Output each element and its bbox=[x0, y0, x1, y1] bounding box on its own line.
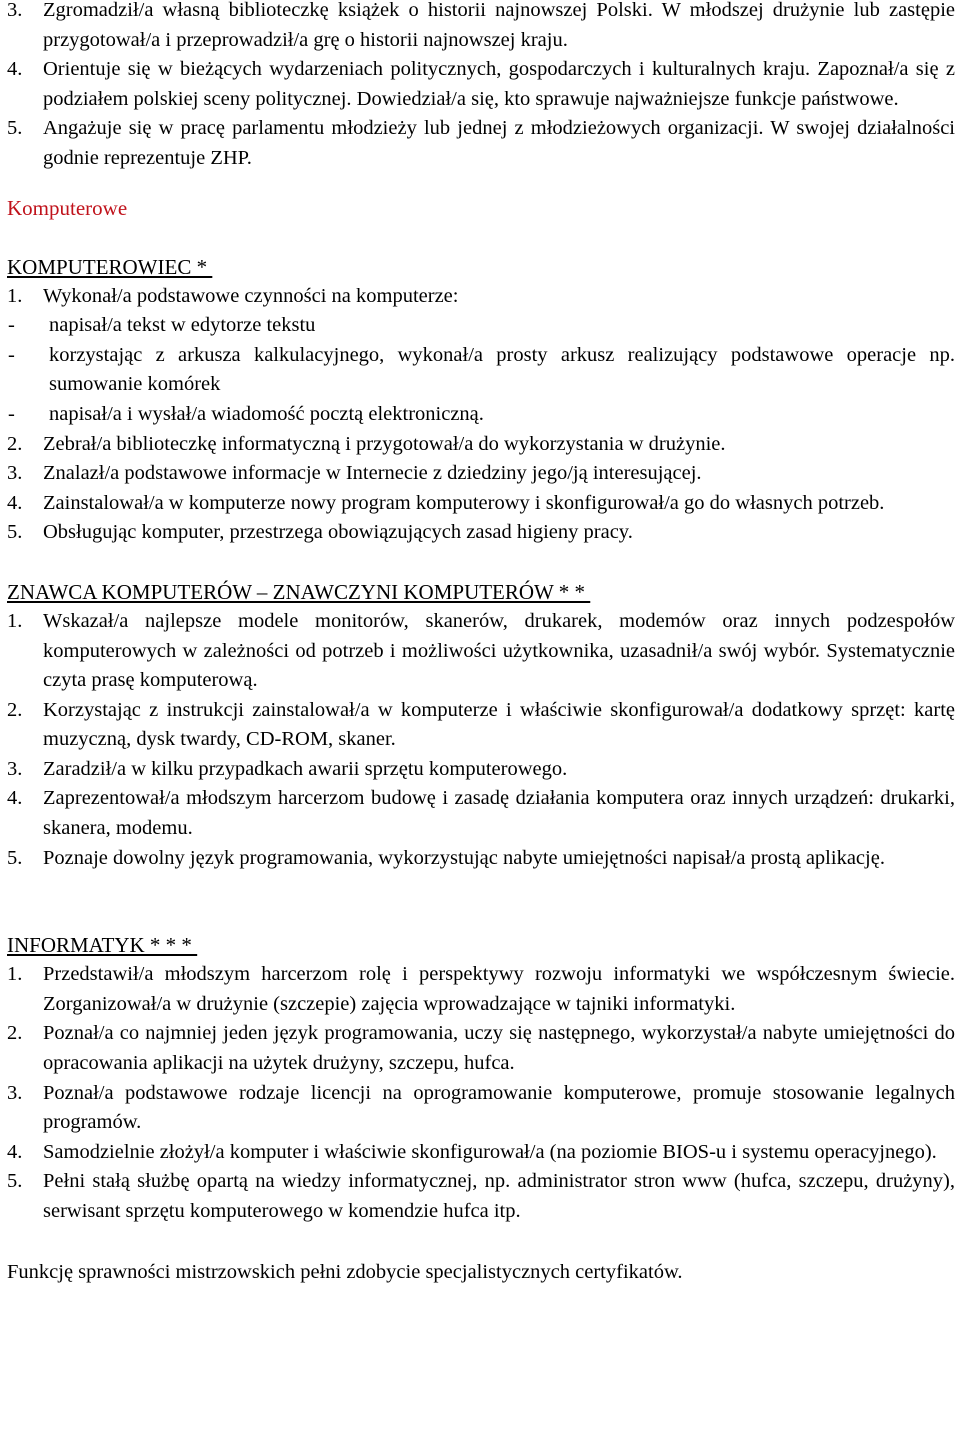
komputerowiec-list bbox=[7, 282, 955, 548]
item-text: Poznał/a co najmniej jeden język programowania, uczy się następnego, wykorzystał/a nabyte umiejętności do opracowania aplikacji na użytek drużyny, szczepu, hufca. bbox=[43, 1022, 955, 1075]
item-text: Wskazał/a najlepsze modele monitorów, skanerów, drukarek, modemów oraz innych podzespołów komputerowych w zależności od potrzeb i możliwości użytkownika, uzasadnił/a swój wybór. Systematycznie czyta prasę komputerową. bbox=[43, 609, 955, 692]
item-text: Korzystając z instrukcji zainstalował/a w komputerze i właściwie skonfigurował/a dodatkowy sprzęt: kartę muzyczną, dysk twardy, CD-ROM, skaner. bbox=[43, 698, 955, 751]
item-text: napisał/a i wysłał/a wiadomość pocztą elektroniczną. bbox=[49, 402, 484, 425]
list-item bbox=[7, 518, 955, 548]
item-number: 4. bbox=[7, 787, 23, 810]
item-text: Poznaje dowolny język programowania, wykorzystując nabyte umiejętności napisał/a prostą aplikację. bbox=[43, 846, 885, 869]
item-text: Zgromadził/a własną biblioteczkę książek o historii najnowszej Polski. W młodszej drużynie lub zastępie przygotował/a i przeprowadził/a grę o historii najnowszej kraju. bbox=[43, 0, 955, 51]
informatyk-list bbox=[7, 960, 955, 1226]
item-text: Wykonał/a podstawowe czynności na komputerze: bbox=[43, 284, 459, 307]
dash-marker: - bbox=[8, 402, 15, 425]
list-item bbox=[7, 282, 955, 312]
item-number: 5. bbox=[7, 1170, 23, 1193]
znawca-list bbox=[7, 607, 955, 873]
item-number: 3. bbox=[7, 0, 23, 21]
list-item bbox=[7, 114, 955, 173]
dash-item bbox=[7, 311, 955, 341]
item-number: 1. bbox=[7, 284, 23, 307]
list-item bbox=[7, 1138, 955, 1168]
item-number: 5. bbox=[7, 846, 23, 869]
dash-item bbox=[7, 400, 955, 430]
category-title: Komputerowe bbox=[7, 195, 128, 220]
section-heading-znawca: ZNAWCA KOMPUTERÓW – ZNAWCZYNI KOMPUTERÓW * * bbox=[7, 579, 591, 604]
item-text: korzystając z arkusza kalkulacyjnego, wykonał/a prosty arkusz realizujący podstawowe operacje np. sumowanie komórek bbox=[49, 343, 955, 396]
list-item bbox=[7, 489, 955, 519]
section-heading-informatyk: INFORMATYK * * * bbox=[7, 933, 198, 958]
item-text: Zebrał/a biblioteczkę informatyczną i przygotował/a do wykorzystania w drużynie. bbox=[43, 432, 726, 455]
item-text: Poznał/a podstawowe rodzaje licencji na oprogramowanie komputerowe, promuje stosowanie legalnych programów. bbox=[43, 1081, 955, 1134]
list-item bbox=[7, 1167, 955, 1226]
item-text: Znalazł/a podstawowe informacje w Internecie z dziedziny jego/ją interesującej. bbox=[43, 462, 702, 485]
footer-note: Funkcję sprawności mistrzowskich pełni zdobycie specjalistycznych certyfikatów. bbox=[7, 1260, 683, 1283]
list-item bbox=[7, 755, 955, 785]
section-heading-komputerowiec: KOMPUTEROWIEC * bbox=[7, 254, 213, 279]
list-item bbox=[7, 960, 955, 1019]
item-number: 5. bbox=[7, 521, 23, 544]
dash-marker: - bbox=[8, 343, 15, 366]
list-item bbox=[7, 459, 955, 489]
list-item bbox=[7, 784, 955, 843]
item-number: 1. bbox=[7, 963, 23, 986]
item-text: Zaprezentował/a młodszym harcerzom budowę i zasadę działania komputera oraz innych urządzeń: drukarki, skanera, modemu. bbox=[43, 787, 955, 840]
item-number: 2. bbox=[7, 1022, 23, 1045]
intro-list bbox=[7, 0, 955, 174]
list-item bbox=[7, 430, 955, 460]
item-number: 3. bbox=[7, 1081, 23, 1104]
item-number: 4. bbox=[7, 58, 23, 81]
list-item bbox=[7, 1019, 955, 1078]
item-text: Orientuje się w bieżących wydarzeniach politycznych, gospodarczych i kulturalnych kraju. Zapoznał/a się z podziałem polskiej sceny politycznej. Dowiedział/a się, kto sprawuje najważniejsze funkcje państwowe. bbox=[43, 58, 955, 110]
item-text: Obsługując komputer, przestrzega obowiązujących zasad higieny pracy. bbox=[43, 521, 633, 544]
list-item bbox=[7, 696, 955, 755]
item-number: 5. bbox=[7, 117, 23, 140]
item-number: 4. bbox=[7, 1140, 23, 1163]
item-text: Zainstalował/a w komputerze nowy program komputerowy i skonfigurował/a go do własnych potrzeb. bbox=[43, 491, 885, 514]
list-item bbox=[7, 607, 955, 696]
item-text: Przedstawił/a młodszym harcerzom rolę i perspektywy rozwoju informatyki we współczesnym świecie. Zorganizował/a w drużynie (szczepie) zajęcia wprowadzające w tajniki informatyki. bbox=[43, 963, 955, 1015]
item-number: 1. bbox=[7, 609, 23, 632]
item-number: 3. bbox=[7, 462, 23, 485]
item-text: napisał/a tekst w edytorze tekstu bbox=[49, 314, 316, 337]
item-text: Pełni stałą służbę opartą na wiedzy informatycznej, np. administrator stron www (hufca, szczepu, drużyny), serwisant sprzętu komputerowego w komendzie hufca itp. bbox=[43, 1170, 955, 1222]
list-item bbox=[7, 55, 955, 114]
list-item bbox=[7, 844, 955, 874]
item-number: 2. bbox=[7, 698, 23, 721]
dash-marker: - bbox=[8, 314, 15, 337]
item-text: Angażuje się w pracę parlamentu młodzieży lub jednej z młodzieżowych organizacji. W swojej działalności godnie reprezentuje ZHP. bbox=[43, 117, 955, 169]
item-number: 2. bbox=[7, 432, 23, 455]
list-item bbox=[7, 0, 955, 55]
dash-item bbox=[7, 341, 955, 400]
item-number: 3. bbox=[7, 757, 23, 780]
item-text: Zaradził/a w kilku przypadkach awarii sprzętu komputerowego. bbox=[43, 757, 568, 780]
item-text: Samodzielnie złożył/a komputer i właściwie skonfigurował/a (na poziomie BIOS-u i systemu operacyjnego). bbox=[43, 1140, 937, 1163]
item-number: 4. bbox=[7, 491, 23, 514]
list-item bbox=[7, 1079, 955, 1138]
